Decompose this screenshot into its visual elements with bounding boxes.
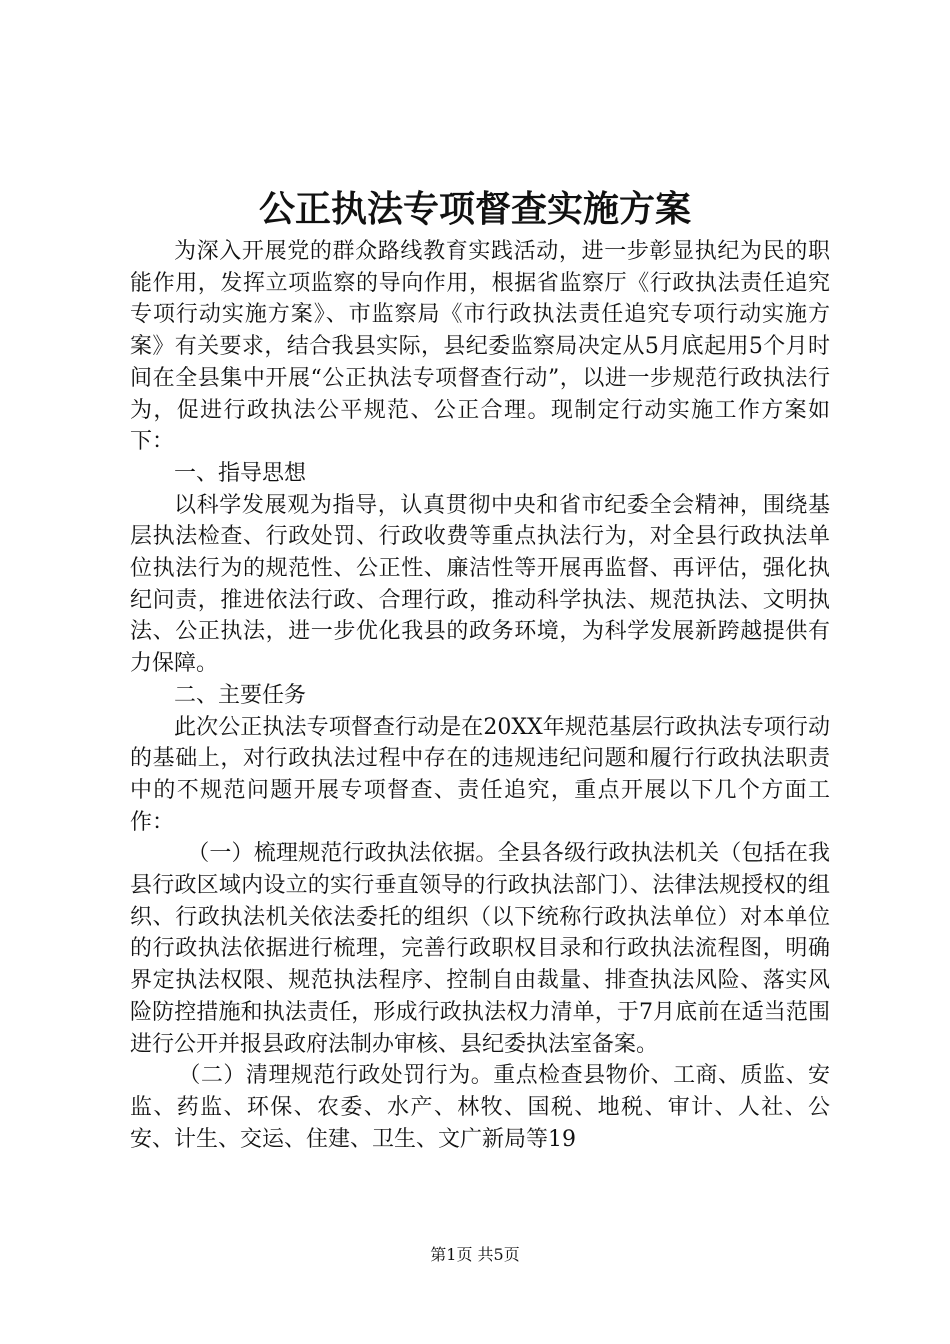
document-title: 公正执法专项督查实施方案 xyxy=(258,188,691,230)
page-footer: 第1页 共5页 xyxy=(430,1245,520,1264)
guiding-thought-paragraph: 以科学发展观为指导，认真贯彻中央和省市纪委全会精神，围绕基层执法检查、行政处罚、行政收费等重点执法行为，对全县行政执法单位执法行为的规范性、公正性、廉洁性等开展再监督、再评估，强化执纪问责，推进依法行政、合理行政，推动科学执法、规范执法、文明执法、公正执法，进一步优化我县的政务环境，为科学发展新跨越提供有力保障。 xyxy=(130,492,830,677)
section-heading-guiding-thought: 一、指导思想 xyxy=(174,460,307,486)
document-body xyxy=(130,236,830,1155)
task-item-1: （一）梳理规范行政执法依据。全县各级行政执法机关（包括在我县行政区域内设立的实行垂直领导的行政执法部门）、法律法规授权的组织、行政执法机关依法委托的组织（以下统称行政执法单位）对本单位的行政执法依据进行梳理，完善行政职权目录和行政执法流程图，明确界定执法权限、规范执法程序、控制自由裁量、排查执法风险、落实风险防控措施和执法责任，形成行政执法权力清单，于7月底前在适当范围进行公开并报县政府法制办审核、县纪委执法室备案。 xyxy=(130,841,830,1057)
task-item-2: （二）清理规范行政处罚行为。重点检查县物价、工商、质监、安监、药监、环保、农委、水产、林牧、国税、地税、审计、人社、公安、计生、交运、住建、卫生、文广新局等19 xyxy=(130,1063,830,1152)
main-tasks-paragraph: 此次公正执法专项督查行动是在20XX年规范基层行政执法专项行动的基础上，对行政执法过程中存在的违规违纪问题和履行行政执法职责中的不规范问题开展专项督查、责任追究，重点开展以下几个方面工作： xyxy=(130,714,830,835)
intro-paragraph: 为深入开展党的群众路线教育实践活动，进一步彰显执纪为民的职能作用，发挥立项监察的导向作用，根据省监察厅《行政执法责任追究专项行动实施方案》、市监察局《市行政执法责任追究专项行动实施方案》有关要求，结合我县实际，县纪委监察局决定从5月底起用5个月时间在全县集中开展“公正执法专项督查行动”，以进一步规范行政执法行为，促进行政执法公平规范、公正合理。现制定行动实施工作方案如下： xyxy=(130,239,830,455)
section-heading-main-tasks: 二、主要任务 xyxy=(174,682,307,708)
